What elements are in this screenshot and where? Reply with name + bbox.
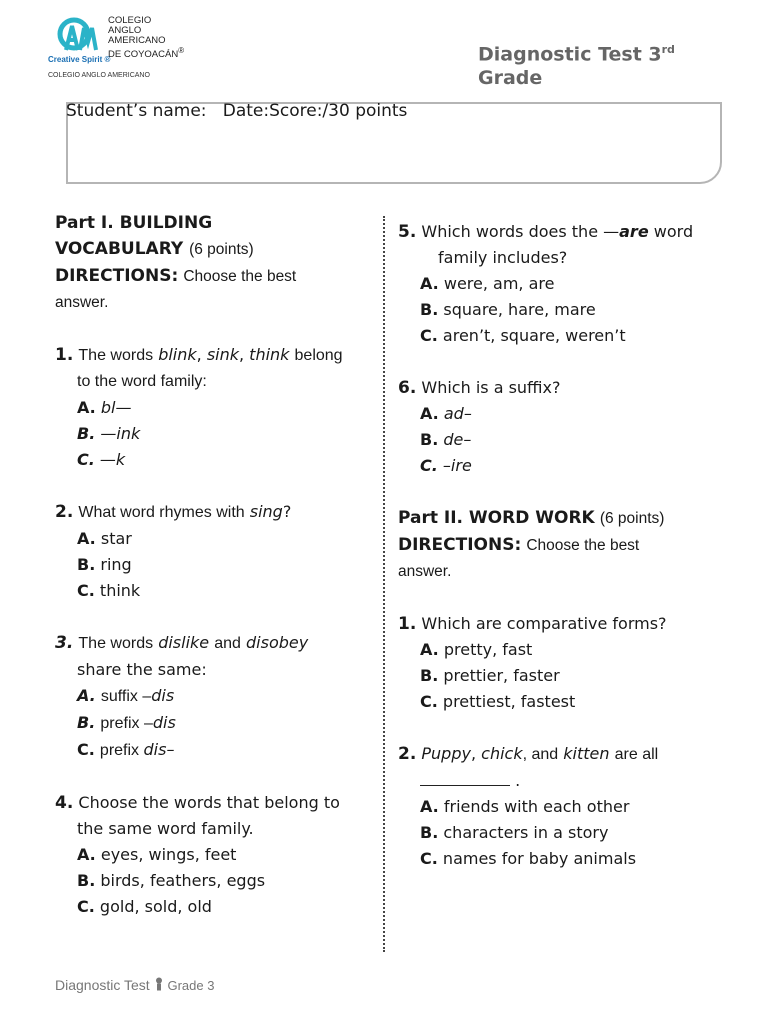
page-title: Diagnostic Test 3rd Grade [478, 38, 708, 66]
answer-option[interactable]: A. were, am, are [420, 274, 555, 293]
answer-option[interactable]: B. prefix –dis [77, 713, 176, 732]
answer-option[interactable]: B. ring [77, 555, 132, 574]
answer-option[interactable]: B. square, hare, mare [420, 300, 596, 319]
registered-mark: ® [178, 46, 185, 55]
answer-option[interactable]: B. prettier, faster [420, 666, 560, 685]
school-small-name: COLEGIO ANGLO AMERICANO [48, 72, 150, 79]
part2-heading: Part II. WORD WORK (6 points) [398, 508, 665, 528]
answer-option[interactable]: C. prefix dis– [77, 740, 175, 759]
question-5-cont: family includes? [438, 248, 568, 267]
answer-option[interactable]: C. –ire [420, 456, 472, 475]
question-3: 3. The words dislike and disobey [55, 633, 309, 653]
part2-points: (6 points) [599, 510, 665, 527]
answer-option[interactable]: C. think [77, 581, 141, 600]
answer-option[interactable]: C. prettiest, fastest [420, 692, 576, 711]
answer-option[interactable]: C. —k [77, 450, 126, 469]
answer-option[interactable]: B. —ink [77, 424, 141, 443]
question-6: 6. Which is a suffix? [398, 378, 561, 398]
answer-option[interactable]: A. eyes, wings, feet [77, 845, 237, 864]
answer-option[interactable]: A. suffix –dis [77, 686, 175, 705]
question-1-cont: to the word family: [77, 373, 207, 390]
answer-option[interactable]: C. aren’t, square, weren’t [420, 326, 626, 345]
part1-heading-cont: VOCABULARY (6 points) [55, 239, 254, 259]
right-column [398, 219, 718, 872]
part2-directions: DIRECTIONS: Choose the best [398, 535, 640, 555]
part1-directions-cont: answer. [55, 294, 109, 311]
answer-option[interactable]: A. pretty, fast [420, 640, 533, 659]
question-3-cont: share the same: [77, 660, 207, 679]
question-5: 5. Which words does the —are word [398, 222, 694, 242]
part2-question-1: 1. Which are comparative forms? [398, 614, 667, 634]
answer-option[interactable]: B. de– [420, 430, 472, 449]
question-2: 2. What word rhymes with sing? [55, 502, 292, 522]
school-name [108, 16, 184, 60]
answer-option[interactable]: C. gold, sold, old [77, 897, 212, 916]
question-4-cont: the same word family. [77, 819, 254, 838]
school-logo-icon [48, 16, 108, 60]
answer-option[interactable]: A. star [77, 529, 132, 548]
footer-person-icon [154, 977, 164, 991]
school-name-line: ANGLO [108, 25, 142, 36]
footer-left: Diagnostic Test [55, 977, 150, 993]
footer-right: Grade 3 [167, 978, 215, 993]
answer-option[interactable]: A. bl— [77, 398, 132, 417]
part1-points: (6 points) [189, 241, 254, 258]
column-divider [383, 216, 385, 952]
answer-option[interactable]: C. names for baby animals [420, 849, 637, 868]
answer-option[interactable]: A. friends with each other [420, 797, 630, 816]
answer-option[interactable]: B. characters in a story [420, 823, 609, 842]
answer-option[interactable]: B. birds, feathers, eggs [77, 871, 266, 890]
answer-blank[interactable]: . [398, 768, 718, 794]
part2-question-2: 2. Puppy, chick, and kitten are all [398, 744, 659, 764]
question-1: 1. The words blink, sink, think belong [55, 345, 343, 365]
page-footer [55, 977, 214, 993]
student-info-text: Student’s name: Date:Score:/30 points [66, 101, 408, 121]
school-name-line: AMERICANO [108, 35, 166, 46]
part1-heading: Part I. BUILDING [55, 213, 213, 233]
school-slogan: Creative Spirit ® [48, 55, 111, 64]
question-4: 4. Choose the words that belong to [55, 793, 340, 813]
school-name-line: COLEGIO [108, 15, 152, 26]
school-name-line: DE COYOACÁN® [108, 46, 185, 61]
page-title-second-line: Grade [478, 67, 543, 90]
answer-option[interactable]: A. ad– [420, 404, 472, 423]
part2-directions-cont: answer. [398, 563, 452, 580]
part1-directions: DIRECTIONS: Choose the best [55, 266, 297, 286]
left-column [55, 210, 370, 920]
